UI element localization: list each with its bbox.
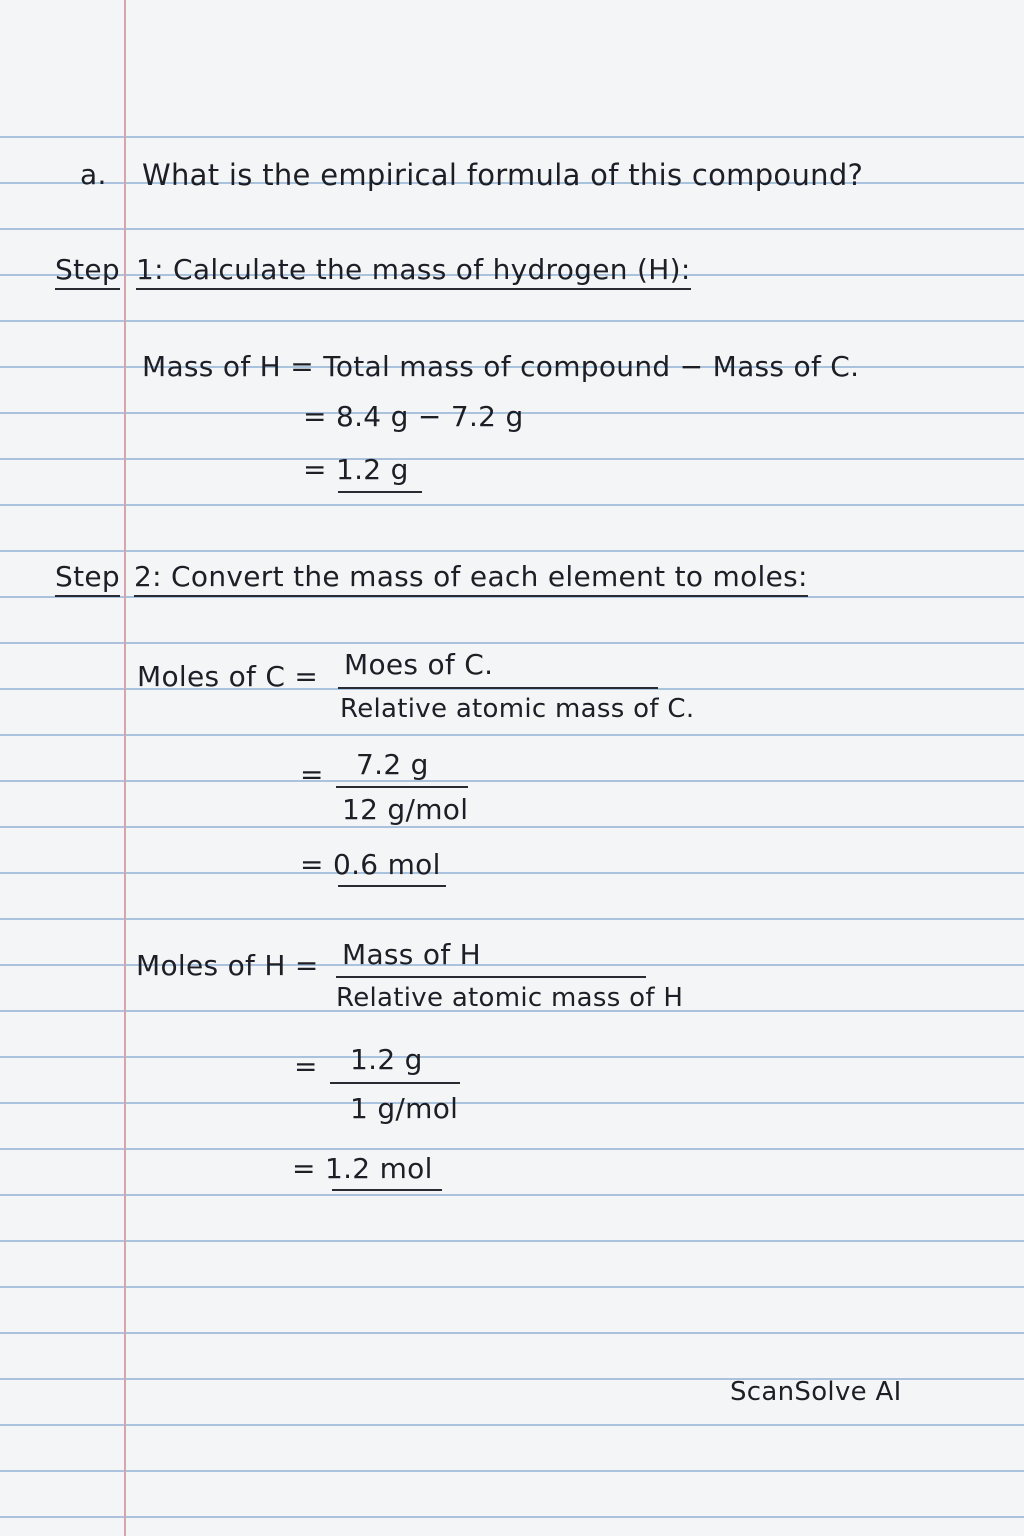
moles-h-fraction-bar: [336, 976, 646, 978]
brand-signature: ScanSolve AI: [730, 1377, 902, 1407]
step1-line-2: = 8.4 g − 7.2 g: [303, 400, 524, 433]
step1-result-underline: [338, 491, 422, 493]
moles-c-result: = 0.6 mol: [300, 848, 441, 881]
moles-h-lhs: Moles of H =: [136, 949, 319, 982]
moles-c-eq2: =: [300, 758, 324, 791]
moles-c-fraction-bar: [338, 687, 658, 689]
step1-heading: 1: Calculate the mass of hydrogen (H):: [136, 253, 691, 290]
question-label: a.: [80, 158, 107, 191]
moles-h-denominator: Relative atomic mass of H: [336, 983, 684, 1013]
step1-line-1: Mass of H = Total mass of compound − Mass of C.: [142, 350, 860, 383]
moles-c-num2: 7.2 g: [356, 748, 429, 781]
moles-c-numerator: Moes of C.: [344, 648, 494, 681]
moles-h-numerator: Mass of H: [342, 938, 482, 971]
moles-c-fraction-bar-2: [336, 786, 468, 788]
step2-heading: 2: Convert the mass of each element to moles:: [134, 560, 808, 597]
moles-c-lhs: Moles of C =: [137, 660, 319, 693]
moles-h-result: = 1.2 mol: [292, 1152, 433, 1185]
margin-line: [124, 0, 126, 1536]
moles-h-fraction-bar-2: [330, 1082, 460, 1084]
moles-h-result-underline: [332, 1189, 442, 1191]
moles-c-den2: 12 g/mol: [342, 793, 469, 826]
moles-h-eq2: =: [294, 1050, 318, 1083]
question-text: What is the empirical formula of this compound?: [142, 158, 864, 192]
moles-h-num2: 1.2 g: [350, 1043, 423, 1076]
moles-c-result-underline: [338, 885, 446, 887]
moles-h-den2: 1 g/mol: [350, 1092, 459, 1125]
step1-prefix: Step: [55, 253, 120, 290]
step1-line-3: = 1.2 g: [303, 453, 409, 486]
step2-prefix: Step: [55, 560, 120, 597]
moles-c-denominator: Relative atomic mass of C.: [340, 694, 695, 724]
